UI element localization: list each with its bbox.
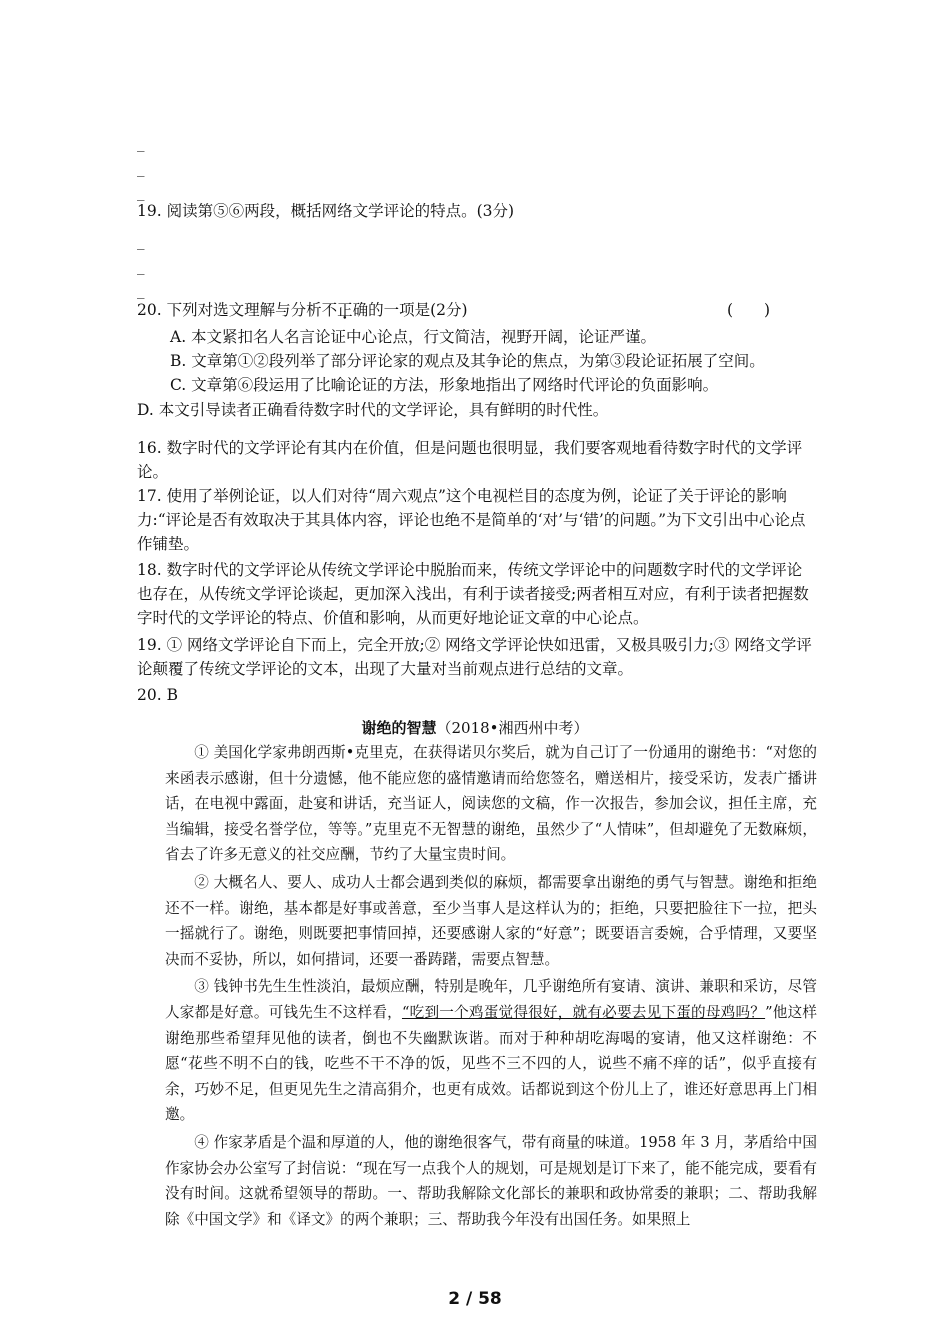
option-d: D. 本文引导读者正确看待数字时代的文学评论，具有鲜明的时代性。 [137,401,609,419]
question-20 [137,299,468,321]
answer-20: 20. B [137,686,178,704]
answer-blank[interactable]: _ [137,134,145,152]
answer-17: 17. 使用了举例论证，以人们对待“周六观点”这个电视栏目的态度为例，论证了关于评论的影响力:“评论是否有效取决于其具体内容，评论也绝不是简单的‘对’与‘错’的问题。”为下文引出中心论点作铺垫。 [137,487,806,553]
answer-paren[interactable]: ( ) [727,301,771,319]
answer-blank[interactable]: _ [137,232,145,250]
option-c: C. 文章第⑥段运用了比喻论证的方法，形象地指出了网络时代评论的负面影响。 [170,376,719,394]
page-number: 2 / 58 [448,1289,502,1309]
paragraph-3-end: ”他这样谢绝那些希望拜见他的读者，倒也不失幽默诙谐。而对于种种胡吃海喝的宴请，他又这样谢绝：不愿“花些不明不白的钱，吃些不干不净的饭，见些不三不四的人，说些不痛不痒的话”，似乎直接有余，巧妙不足，但更见先生之清高狷介，也更有成效。话都说到这个份儿上了，谁还好意思再上门相邀。 [165,1003,817,1124]
article-source: （2018•湘西州中考） [436,719,589,737]
paragraph-3 [165,974,817,1128]
answer-blank[interactable]: _ [137,159,145,177]
paragraph-3-start: ③ 钱钟书先生生性淡泊，最烦应酬，特别是晚年，几乎谢绝所有宴请、演讲、兼职和采访，尽管人家都是好意。可钱先生不这样看， [165,978,817,1021]
underlined-quote: “吃到一个鸡蛋觉得很好，就有必要去见下蛋的母鸡吗？ [401,1003,766,1021]
article-title [0,717,950,739]
question-19: 19. 阅读第⑤⑥两段，概括网络文学评论的特点。(3分) [137,202,515,220]
article-title-text: 谢绝的智慧 [361,719,437,737]
answer-16: 16. 数字时代的文学评论有其内在价值，但是问题也很明显，我们要客观地看待数字时代的文学评论。 [137,439,803,481]
answer-19: 19. ① 网络文学评论自下而上，完全开放;② 网络文学评论快如迅雷，又极具吸引力;③ 网络文学评论颠覆了传统文学评论的文本，出现了大量对当前观点进行总结的文章。 [137,636,812,678]
option-b: B. 文章第①②段列举了部分评论家的观点及其争论的焦点，为第③段论证拓展了空间。 [170,352,765,370]
paragraph-4: ④ 作家茅盾是个温和厚道的人，他的谢绝很客气，带有商量的味道。1958 年 3 月，茅盾给中国作家协会办公室写了封信说：“现在写一点我个人的规划，可是规划是订下来了，能不能完成，要看有没有时间。这就希望领导的帮助。一、帮助我解除文化部长的兼职和政协常委的兼职；二、帮助我解除《中国文学》和《译文》的两个兼职；三、帮助我今年没有出国任务。如果照上 [165,1133,817,1228]
emphasis-dot-char: 正 [337,301,353,319]
question-20-suffix: 确的一项是(2分) [352,301,468,319]
answer-blank[interactable]: _ [137,183,145,201]
article-body [165,740,817,1232]
paragraph-2: ② 大概名人、要人、成功人士都会遇到类似的麻烦，都需要拿出谢绝的勇气与智慧。谢绝和拒绝还不一样。谢绝，基本都是好事或善意，至少当事人是这样认为的；拒绝，只要把脸往下一拉，把头一摇就行了。谢绝，则既要把事情回掉，还要感谢人家的“好意”；既要语言委婉，合乎情理，又要坚决而不妥协，所以，如何措词，还要一番踌躇，需要点智慧。 [165,873,817,968]
option-a: A. 本文紧扣名人名言论证中心论点，行文简洁，视野开阔，论证严谨。 [170,328,657,346]
answer-blank[interactable]: _ [137,257,145,275]
answer-18: 18. 数字时代的文学评论从传统文学评论中脱胎而来，传统文学评论中的问题数字时代的文学评论也存在，从传统文学评论谈起，更加深入浅出，有利于读者接受;两者相互对应，有利于读者把握数字时代的文学评论的特点、价值和影响，从而更好地论证文章的中心论点。 [137,561,809,627]
answer-blank[interactable]: _ [137,281,145,299]
paragraph-1: ① 美国化学家弗朗西斯•克里克，在获得诺贝尔奖后，就为自己订了一份通用的谢绝书：“对您的来函表示感谢，但十分遗憾，他不能应您的盛情邀请而给您签名，赠送相片，接受采访，发表广播讲话，在电视中露面，赴宴和讲话，充当证人，阅读您的文稿，作一次报告，参加会议，担任主席，充当编辑，接受名誉学位，等等。”克里克不无智慧的谢绝，虽然少了“人情味”，但却避免了无数麻烦，省去了许多无意义的社交应酬，节约了大量宝贵时间。 [165,744,817,864]
question-20-prefix: 20. 下列对选文理解与分析不 [137,301,338,319]
